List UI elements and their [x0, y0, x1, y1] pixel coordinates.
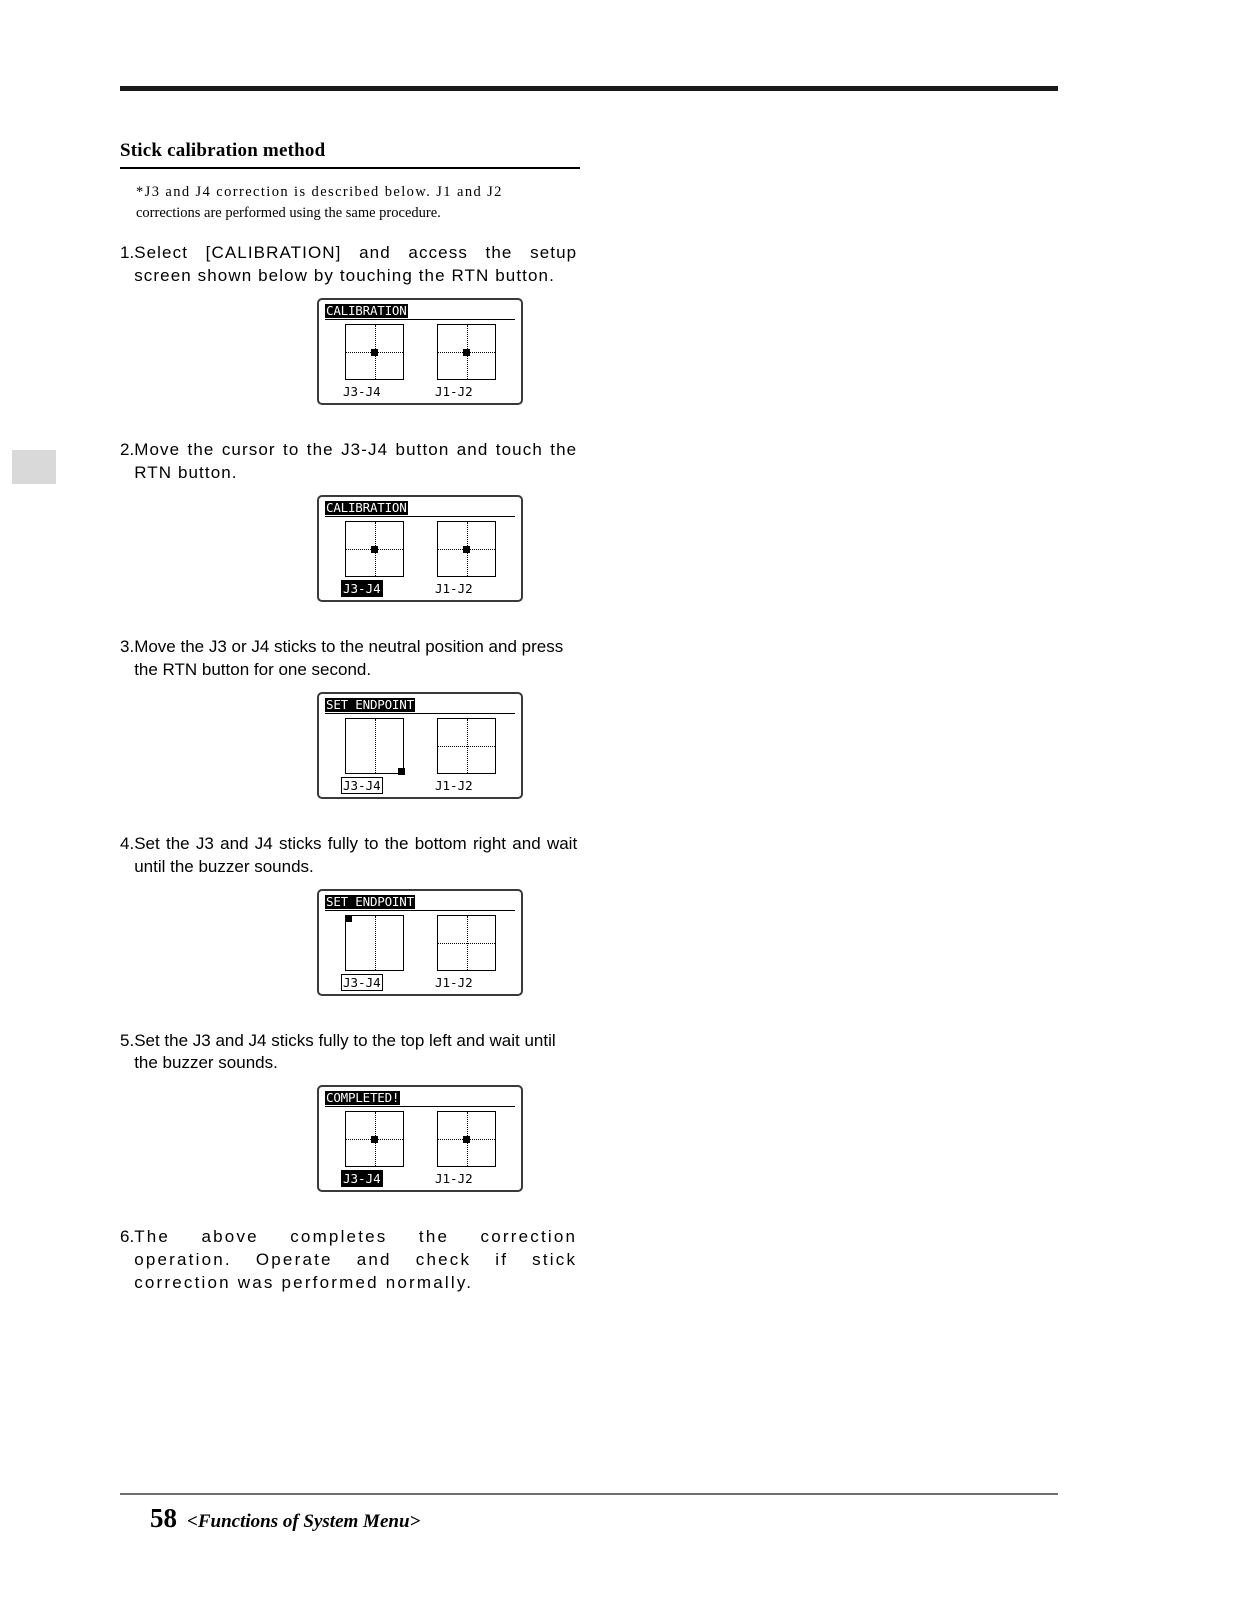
lcd-title-rule — [325, 516, 515, 517]
step-3-number: 3. — [120, 636, 135, 656]
note-text — [136, 182, 576, 224]
lcd-stick-box-right — [437, 324, 496, 380]
side-tab-marker — [12, 450, 56, 484]
step-1 — [120, 242, 720, 288]
crosshair-horizontal — [438, 746, 495, 747]
lcd-title: SET ENDPOINT — [326, 893, 414, 909]
step-4 — [120, 833, 720, 879]
lcd-label-j1-j2[interactable]: J1-J2 — [435, 777, 473, 793]
figure-step-2 — [120, 495, 720, 602]
lcd-stick-box-left — [345, 324, 404, 380]
lcd-label-j3-j4[interactable]: J3-J4 — [343, 1171, 381, 1187]
lcd-label-j1-j2[interactable]: J1-J2 — [435, 383, 473, 399]
figure-step-3 — [120, 692, 720, 799]
step-3 — [120, 636, 720, 682]
step-5-number: 5. — [120, 1030, 135, 1050]
lcd-title-rule — [325, 910, 515, 911]
lcd-title: SET ENDPOINT — [326, 696, 414, 712]
lcd-stick-box-left — [345, 718, 404, 774]
page-title: Stick calibration method — [120, 140, 326, 161]
lcd-label-j3-j4[interactable]: J3-J4 — [343, 974, 381, 990]
stick-position-marker — [371, 1136, 378, 1143]
lcd-label-j3-j4[interactable]: J3-J4 — [343, 777, 381, 793]
lcd-stick-box-left — [345, 521, 404, 577]
lcd-title: CALIBRATION — [326, 499, 407, 515]
lcd-stick-box-right — [437, 521, 496, 577]
page-content — [120, 140, 720, 1299]
step-4-text: Set the J3 and J4 sticks fully to the bottom right and wait until the buzzer sounds. — [134, 833, 578, 876]
lcd-stick-box-right — [437, 1111, 496, 1167]
stick-position-marker — [345, 915, 352, 922]
footer-section-label: <Functions of System Menu> — [187, 1511, 421, 1532]
lcd-stick-box-right — [437, 718, 496, 774]
lcd-screen — [317, 692, 523, 799]
title-divider — [120, 167, 580, 169]
stick-position-marker — [463, 349, 470, 356]
footer-rule — [120, 1493, 1058, 1495]
step-2 — [120, 439, 720, 485]
lcd-title: COMPLETED! — [326, 1090, 400, 1106]
lcd-stick-box-right — [437, 915, 496, 971]
lcd-label-j3-j4[interactable]: J3-J4 — [343, 580, 381, 596]
lcd-label-j1-j2[interactable]: J1-J2 — [435, 1171, 473, 1187]
step-6-text: The above completes the correction operation. Operate and check if stick correction was performed normally. — [134, 1227, 578, 1293]
step-2-number: 2. — [120, 439, 135, 459]
lcd-screen — [317, 889, 523, 996]
step-5-text: Set the J3 and J4 sticks fully to the top left and wait until the buzzer sounds. — [134, 1030, 556, 1073]
lcd-title-rule — [325, 319, 515, 320]
stick-position-marker — [463, 546, 470, 553]
crosshair-vertical — [375, 916, 376, 970]
figure-step-1 — [120, 298, 720, 405]
step-2-text: Move the cursor to the J3-J4 button and touch the RTN button. — [134, 439, 578, 482]
step-3-text: Move the J3 or J4 sticks to the neutral position and press the RTN button for one second. — [134, 636, 564, 679]
lcd-title: CALIBRATION — [326, 302, 407, 318]
step-6-number: 6. — [120, 1227, 135, 1247]
stick-position-marker — [398, 768, 405, 775]
lcd-label-j3-j4[interactable]: J3-J4 — [343, 383, 381, 399]
lcd-title-rule — [325, 1106, 515, 1107]
lcd-title-rule — [325, 713, 515, 714]
stick-position-marker — [371, 546, 378, 553]
lcd-stick-box-left — [345, 1111, 404, 1167]
lcd-label-j1-j2[interactable]: J1-J2 — [435, 580, 473, 596]
lcd-stick-box-left — [345, 915, 404, 971]
step-1-number: 1. — [120, 243, 135, 263]
crosshair-horizontal — [438, 943, 495, 944]
note-line-1: *J3 and J4 correction is described below. J1 and J2 — [136, 184, 503, 200]
stick-position-marker — [463, 1136, 470, 1143]
header-rule — [120, 86, 1058, 91]
step-1-text: Select [CALIBRATION] and access the setup screen shown below by touching the RTN button. — [134, 243, 578, 285]
crosshair-vertical — [375, 719, 376, 773]
lcd-screen — [317, 495, 523, 602]
figure-step-5 — [120, 1085, 720, 1192]
note-line-2: corrections are performed using the same procedure. — [136, 205, 441, 222]
page-number: 58 — [150, 1503, 177, 1533]
stick-position-marker — [371, 349, 378, 356]
figure-step-4 — [120, 889, 720, 996]
step-4-number: 4. — [120, 833, 135, 853]
lcd-screen — [317, 1085, 523, 1192]
lcd-label-j1-j2[interactable]: J1-J2 — [435, 974, 473, 990]
step-6 — [120, 1226, 720, 1295]
step-5 — [120, 1030, 720, 1076]
page-footer — [150, 1503, 420, 1534]
lcd-screen — [317, 298, 523, 405]
